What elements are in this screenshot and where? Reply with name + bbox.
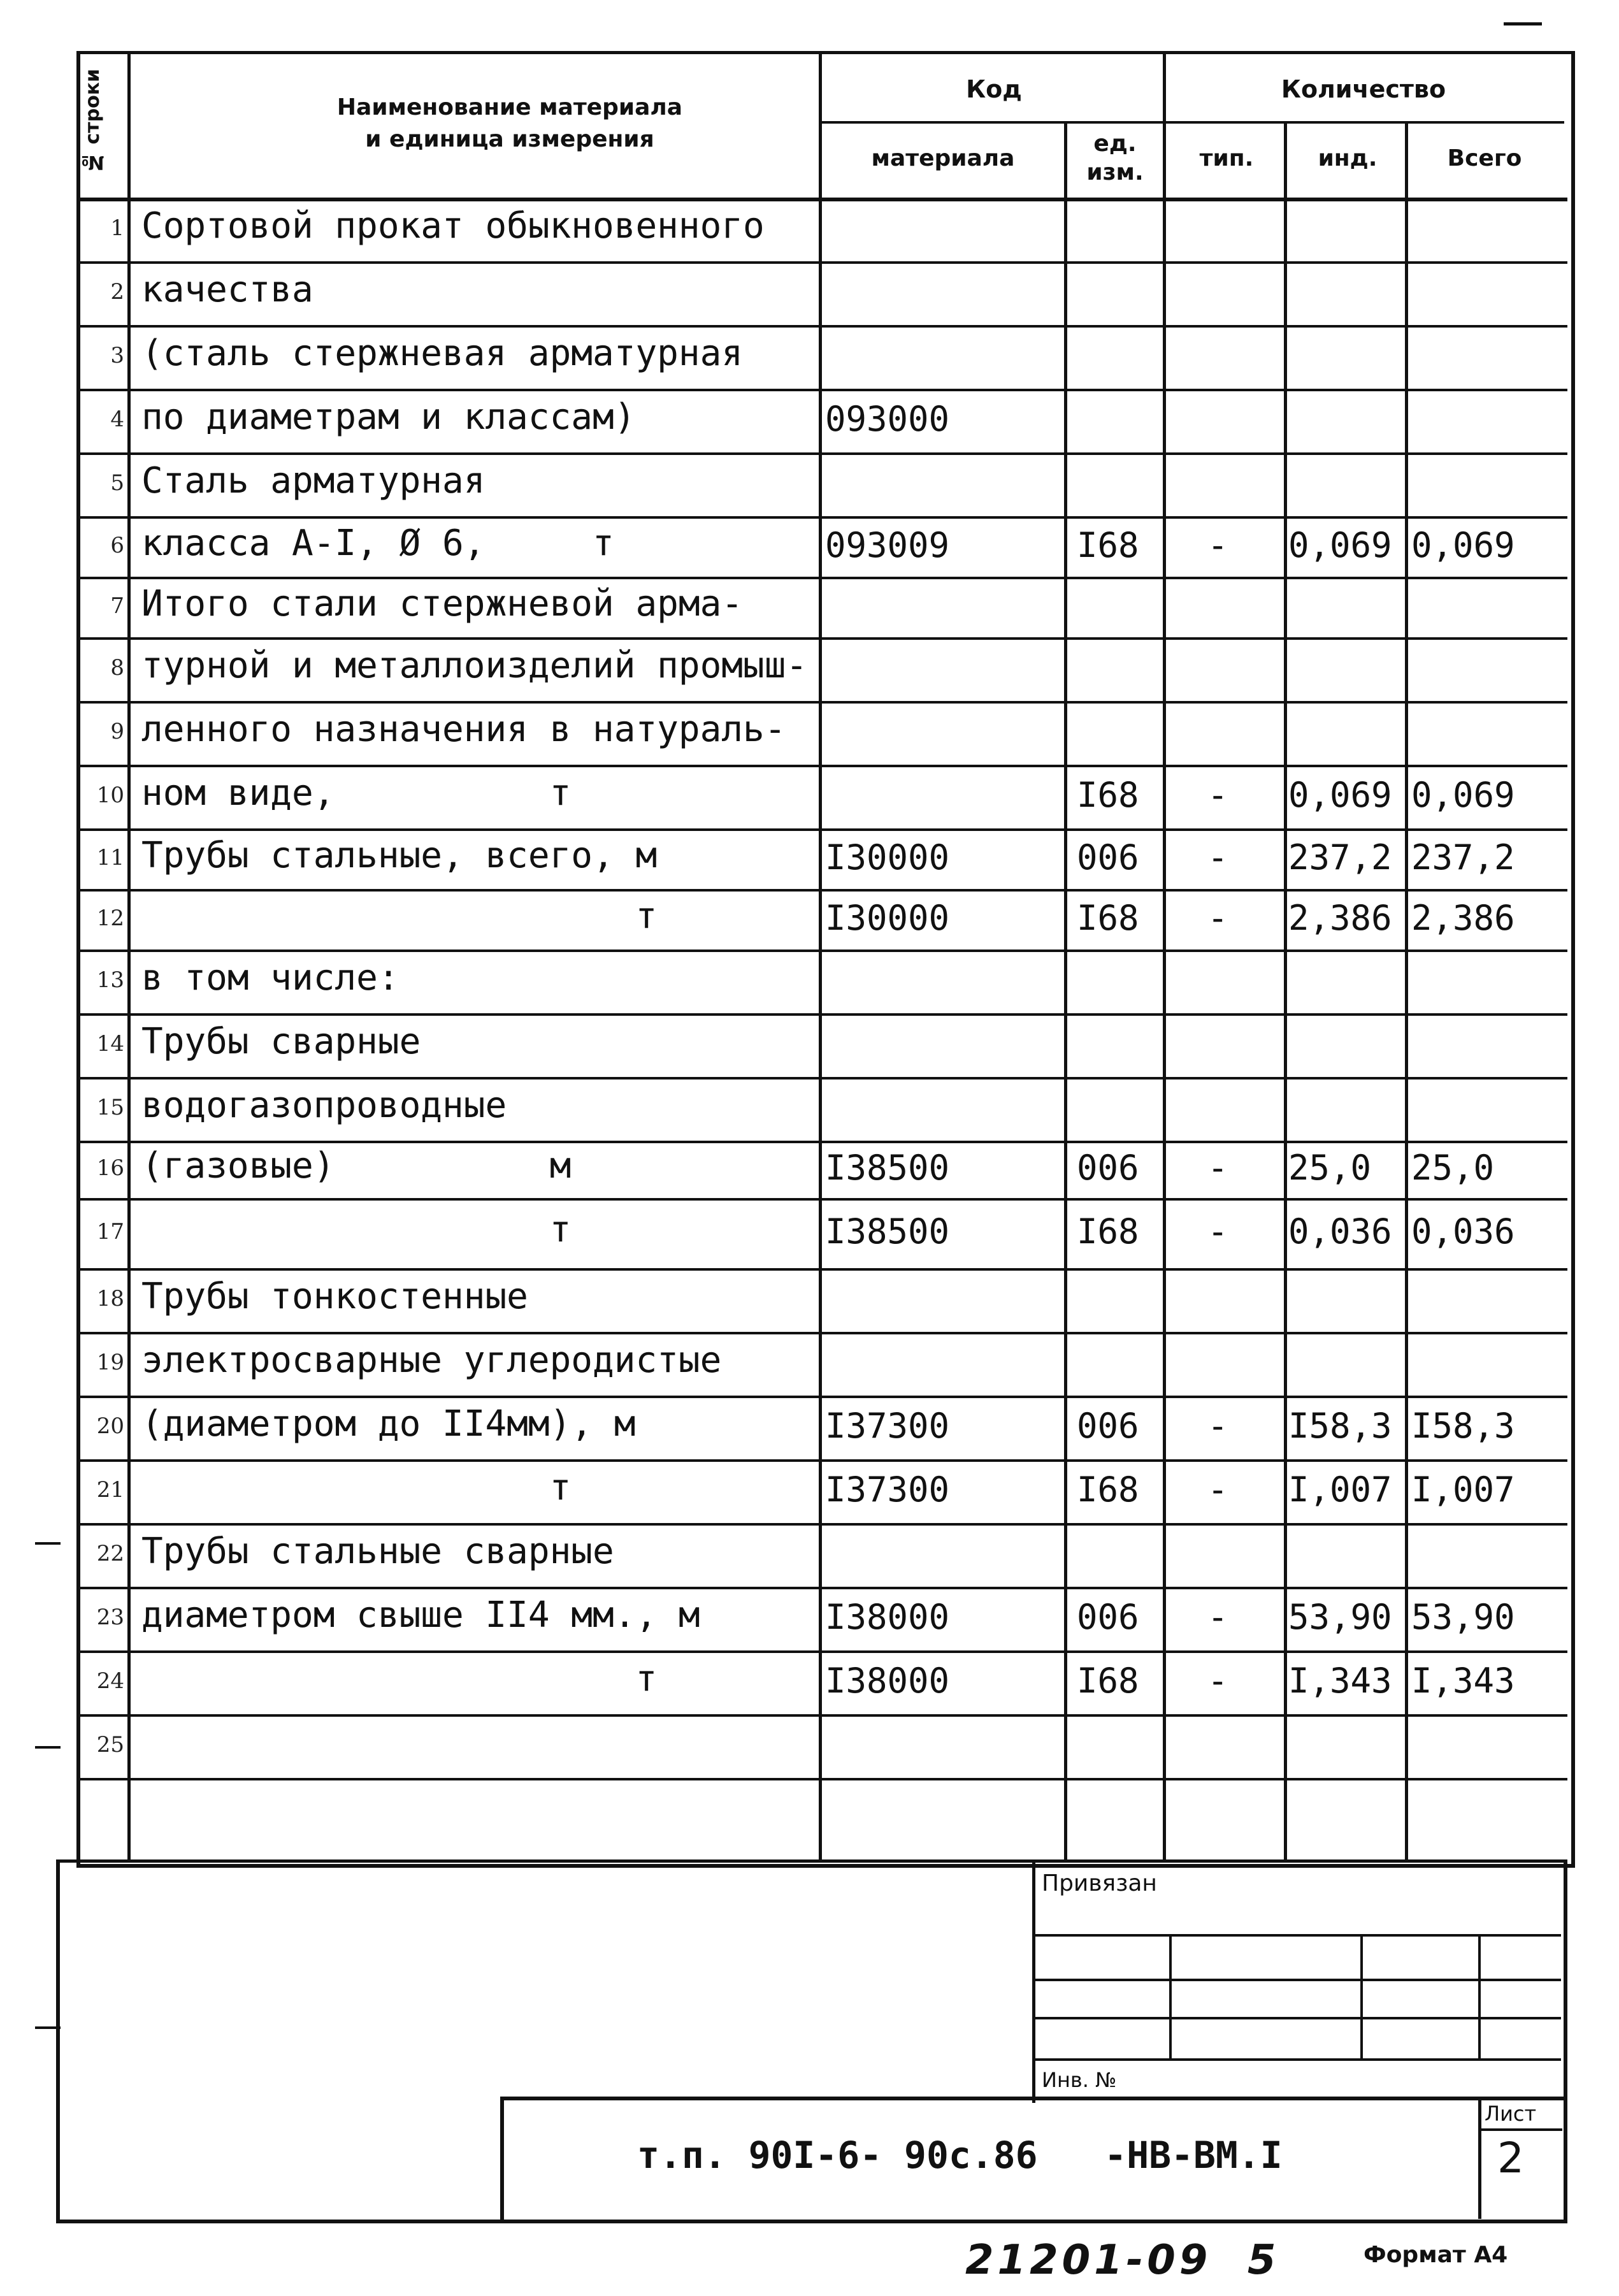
sheet-box-divider <box>1478 2097 1481 2219</box>
row-line <box>76 1332 1567 1334</box>
row-name: т <box>141 895 658 937</box>
row-number: 5 <box>110 470 124 496</box>
row-number: 8 <box>110 655 124 681</box>
grid-col-line <box>1163 51 1166 1861</box>
row-number: 16 <box>96 1155 124 1181</box>
row-qty-total: 0,036 <box>1411 1211 1515 1252</box>
grid-col-line <box>1284 121 1287 1861</box>
row-qty-ind: 0,069 <box>1288 524 1392 565</box>
row-code-unit: 006 <box>1077 1597 1139 1637</box>
row-line <box>76 1141 1567 1143</box>
header-code-material: материала <box>871 145 1015 171</box>
row-name: водогазопроводные <box>141 1085 507 1126</box>
row-line <box>76 701 1567 704</box>
row-code-unit: I68 <box>1077 775 1139 815</box>
row-qty-typ: - <box>1207 1597 1228 1637</box>
edge-mark-left-1 <box>35 1542 61 1545</box>
doc-code: т.п. 90I-6- 90с.86 -НВ-ВМ.I <box>637 2134 1283 2177</box>
row-number: 23 <box>96 1605 124 1630</box>
row-qty-total: 237,2 <box>1411 837 1515 877</box>
row-number: 20 <box>96 1413 124 1439</box>
edge-mark-top <box>1504 22 1542 25</box>
row-qty-ind: I,343 <box>1288 1661 1392 1701</box>
row-name: качества <box>141 269 313 310</box>
row-number: 12 <box>96 905 124 931</box>
row-name: электросварные углеродистые <box>141 1339 722 1381</box>
row-line <box>76 1268 1567 1271</box>
row-qty-total: 0,069 <box>1411 524 1515 565</box>
row-number: 3 <box>110 343 124 368</box>
sign-col-1 <box>1169 1934 1172 2058</box>
privyazan-label: Привязан <box>1042 1870 1157 1896</box>
row-name: Трубы стальные, всего, м <box>141 834 658 876</box>
row-code-material: 093000 <box>825 399 950 439</box>
grid-col-line <box>1405 121 1408 1861</box>
grid-col-line <box>127 51 131 1861</box>
row-qty-typ: - <box>1207 897 1228 938</box>
row-qty-total: 2,386 <box>1411 897 1515 938</box>
row-number: 10 <box>96 783 124 808</box>
row-number: 21 <box>96 1477 124 1503</box>
row-number: 14 <box>96 1031 124 1057</box>
row-code-unit: 006 <box>1077 1148 1139 1188</box>
row-line <box>76 1396 1567 1398</box>
row-name: класса А-I, Ø 6, т <box>141 522 614 564</box>
row-qty-typ: - <box>1207 1469 1228 1510</box>
edge-mark-left-2 <box>35 1746 61 1749</box>
row-number: 1 <box>110 215 124 241</box>
sheet-box-line <box>1478 2128 1562 2131</box>
header-name-line2: и единица измерения <box>365 126 654 152</box>
row-line <box>76 452 1567 455</box>
row-number: 13 <box>96 967 124 993</box>
header-name-line1: Наименование материала <box>336 94 683 120</box>
row-name: ленного назначения в натураль- <box>141 709 786 750</box>
row-name: Итого стали стержневой арма- <box>141 582 744 625</box>
row-name: (диаметром до II4мм), м <box>141 1403 636 1445</box>
row-name: Трубы сварные <box>141 1021 421 1062</box>
row-number: 18 <box>96 1286 124 1311</box>
inv-label: Инв. № <box>1042 2068 1117 2092</box>
row-qty-typ: - <box>1207 1406 1228 1446</box>
row-line <box>76 1523 1567 1526</box>
row-qty-total: 53,90 <box>1411 1597 1515 1637</box>
row-code-material: I38000 <box>825 1661 950 1701</box>
header-q-typ: тип. <box>1199 145 1254 171</box>
header-q-total: Всего <box>1447 145 1522 171</box>
row-name: (газовые) м <box>141 1145 572 1187</box>
row-number: 6 <box>110 532 124 558</box>
row-code-material: I38000 <box>825 1597 950 1637</box>
row-qty-typ: - <box>1207 1211 1228 1252</box>
row-number: 4 <box>110 407 124 432</box>
row-name: Трубы стальные сварные <box>141 1531 614 1572</box>
row-qty-typ: - <box>1207 1661 1228 1701</box>
row-line <box>76 637 1567 640</box>
row-name: по диаметрам и классам) <box>141 396 636 438</box>
row-qty-ind: 2,386 <box>1288 897 1392 938</box>
row-line <box>76 389 1567 391</box>
row-line <box>76 1459 1567 1462</box>
row-code-unit: I68 <box>1077 1469 1139 1510</box>
header-mid-line <box>819 121 1564 124</box>
row-number: 19 <box>96 1350 124 1375</box>
row-name: т <box>141 1658 658 1700</box>
header-code-unit-2: изм. <box>1086 159 1144 185</box>
sign-row-2 <box>1032 2017 1561 2019</box>
sheet-label: Лист <box>1485 2102 1537 2126</box>
row-qty-typ: - <box>1207 1148 1228 1188</box>
row-name: ном виде, т <box>141 772 572 814</box>
row-qty-ind: I,007 <box>1288 1469 1392 1510</box>
row-name: Сортовой прокат обыкновенного <box>141 205 765 247</box>
row-name: Трубы тонкостенные <box>141 1276 528 1317</box>
grid-col-line <box>1064 121 1067 1861</box>
row-line <box>76 765 1567 767</box>
row-name: турной и металлоизделий промыш- <box>141 645 808 686</box>
row-line <box>76 949 1567 952</box>
row-number: 15 <box>96 1095 124 1120</box>
sign-row-1 <box>1032 1979 1561 1981</box>
row-number: 2 <box>110 279 124 305</box>
row-qty-ind: 25,0 <box>1288 1148 1372 1188</box>
row-name: т <box>141 1209 572 1250</box>
row-line <box>76 577 1567 579</box>
row-qty-total: 0,069 <box>1411 775 1515 815</box>
row-number: 17 <box>96 1219 124 1245</box>
row-name: т <box>141 1467 572 1508</box>
row-number: 25 <box>96 1732 124 1758</box>
row-line <box>76 1077 1567 1079</box>
row-number: 24 <box>96 1668 124 1694</box>
grid-col-line <box>819 51 822 1861</box>
row-line <box>76 1778 1567 1780</box>
row-line <box>76 516 1567 519</box>
row-code-material: I38500 <box>825 1211 950 1252</box>
row-line <box>76 1587 1567 1589</box>
row-code-unit: 006 <box>1077 837 1139 877</box>
row-number: 7 <box>110 593 124 619</box>
row-line <box>76 1714 1567 1717</box>
row-code-unit: I68 <box>1077 1661 1139 1701</box>
row-qty-total: I58,3 <box>1411 1406 1515 1446</box>
row-qty-ind: 237,2 <box>1288 837 1392 877</box>
row-name: диаметром свыше II4 мм., м <box>141 1594 700 1636</box>
row-code-material: I38500 <box>825 1148 950 1188</box>
sheet-number: 2 <box>1497 2134 1524 2183</box>
row-line <box>76 1198 1567 1201</box>
row-qty-ind: 53,90 <box>1288 1597 1392 1637</box>
rownum-header: № строки <box>82 68 104 174</box>
header-code: Код <box>966 75 1022 103</box>
row-name: Сталь арматурная <box>141 460 486 502</box>
row-name: (сталь стержневая арматурная <box>141 333 744 374</box>
row-code-unit: 006 <box>1077 1406 1139 1446</box>
row-code-material: I30000 <box>825 897 950 938</box>
sign-col-3 <box>1478 1934 1481 2058</box>
row-qty-total: I,007 <box>1411 1469 1515 1510</box>
sign-col-2 <box>1360 1934 1363 2058</box>
row-line <box>76 325 1567 328</box>
hand-number: 21201-09 5 <box>965 2237 1280 2284</box>
title-block-divider <box>1032 1861 1035 2103</box>
row-qty-typ: - <box>1207 837 1228 877</box>
privyazan-line <box>1032 1934 1561 1937</box>
row-number: 9 <box>110 719 124 744</box>
row-qty-ind: 0,069 <box>1288 775 1392 815</box>
row-line <box>76 1013 1567 1016</box>
row-qty-total: I,343 <box>1411 1661 1515 1701</box>
row-code-unit: I68 <box>1077 524 1139 565</box>
row-code-material: I37300 <box>825 1469 950 1510</box>
row-code-unit: I68 <box>1077 1211 1139 1252</box>
row-code-material: I30000 <box>825 837 950 877</box>
row-line <box>76 828 1567 831</box>
header-bottom-line <box>76 198 1567 201</box>
header-quantity: Количество <box>1281 75 1446 103</box>
row-code-material: I37300 <box>825 1406 950 1446</box>
row-line <box>76 261 1567 264</box>
row-qty-typ: - <box>1207 524 1228 565</box>
row-qty-ind: 0,036 <box>1288 1211 1392 1252</box>
row-qty-total: 25,0 <box>1411 1148 1495 1188</box>
row-code-unit: I68 <box>1077 897 1139 938</box>
row-line <box>76 889 1567 892</box>
row-number: 11 <box>96 844 124 870</box>
header-q-ind: инд. <box>1318 145 1378 171</box>
row-code-material: 093009 <box>825 524 950 565</box>
edge-mark-left-3 <box>35 2026 61 2029</box>
header-code-unit-1: ед. <box>1093 131 1137 157</box>
row-qty-ind: I58,3 <box>1288 1406 1392 1446</box>
row-name: в том числе: <box>141 957 399 999</box>
format-label: Формат А4 <box>1364 2242 1508 2268</box>
row-line <box>76 1650 1567 1653</box>
sign-row-3 <box>1032 2058 1561 2061</box>
row-number: 22 <box>96 1541 124 1566</box>
row-qty-typ: - <box>1207 775 1228 815</box>
